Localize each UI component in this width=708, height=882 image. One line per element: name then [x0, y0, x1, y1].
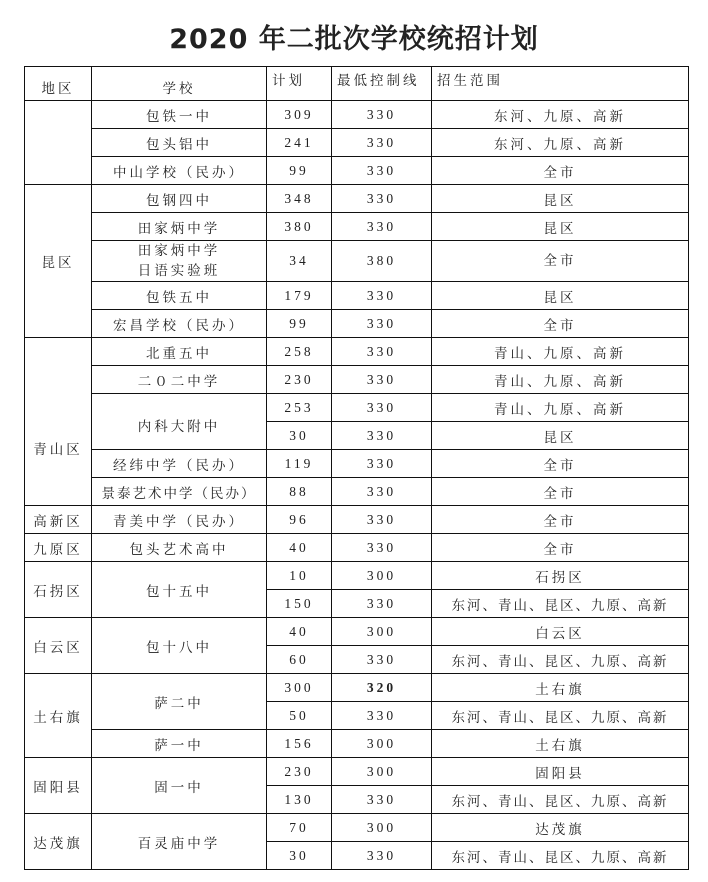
plan-cell: 348 — [267, 185, 332, 213]
min-score-cell: 330 — [332, 185, 432, 213]
table-row — [25, 506, 689, 534]
scope-cell: 昆区 — [432, 422, 689, 450]
scope-cell: 土右旗 — [432, 674, 689, 702]
min-score-cell: 330 — [332, 213, 432, 241]
scope-cell: 东河、青山、昆区、九原、高新 — [432, 702, 689, 730]
school-cell: 青美中学（民办） — [92, 506, 267, 534]
table-row — [25, 101, 689, 129]
plan-cell: 10 — [267, 562, 332, 590]
scope-cell: 东河、九原、高新 — [432, 129, 689, 157]
table-row — [25, 213, 689, 241]
min-score-cell: 330 — [332, 310, 432, 338]
min-score-cell: 320 — [332, 674, 432, 702]
table-row — [25, 157, 689, 185]
school-cell: 景泰艺术中学（民办） — [92, 478, 267, 506]
school-cell: 经纬中学（民办） — [92, 450, 267, 478]
min-score-cell: 330 — [332, 478, 432, 506]
school-cell — [92, 241, 267, 282]
table-row — [25, 185, 689, 213]
table-row — [25, 758, 689, 786]
scope-cell: 全市 — [432, 478, 689, 506]
table-header-row — [25, 67, 689, 101]
min-score-cell: 330 — [332, 338, 432, 366]
table-row — [25, 730, 689, 758]
plan-cell: 40 — [267, 618, 332, 646]
scope-cell: 东河、青山、昆区、九原、高新 — [432, 842, 689, 870]
school-cell: 内科大附中 — [92, 394, 267, 450]
table-row — [25, 129, 689, 157]
plan-cell: 230 — [267, 758, 332, 786]
region-cell-guyang: 固阳县 — [25, 758, 92, 814]
scope-cell: 青山、九原、高新 — [432, 394, 689, 422]
school-cell: 包头铝中 — [92, 129, 267, 157]
min-score-cell: 330 — [332, 702, 432, 730]
scope-cell: 昆区 — [432, 185, 689, 213]
min-score-cell: 330 — [332, 422, 432, 450]
region-cell-qingshan: 青山区 — [25, 338, 92, 506]
min-score-cell: 330 — [332, 101, 432, 129]
school-cell: 包铁一中 — [92, 101, 267, 129]
min-score-cell: 300 — [332, 618, 432, 646]
min-score-cell: 330 — [332, 842, 432, 870]
school-cell: 包铁五中 — [92, 282, 267, 310]
table-row — [25, 562, 689, 590]
min-score-cell: 300 — [332, 758, 432, 786]
plan-cell: 119 — [267, 450, 332, 478]
school-cell: 固一中 — [92, 758, 267, 814]
plan-cell: 258 — [267, 338, 332, 366]
region-cell-kunqu: 昆区 — [25, 185, 92, 338]
school-cell: 包头艺术高中 — [92, 534, 267, 562]
region-cell-tuyou: 土右旗 — [25, 674, 92, 758]
plan-cell: 179 — [267, 282, 332, 310]
scope-cell: 东河、青山、昆区、九原、高新 — [432, 590, 689, 618]
min-score-cell: 330 — [332, 282, 432, 310]
header-scope: 招生范围 — [432, 67, 689, 101]
scope-cell: 青山、九原、高新 — [432, 338, 689, 366]
plan-cell: 241 — [267, 129, 332, 157]
header-min-score: 最低控制线 — [332, 67, 432, 101]
page-title: 2020 年二批次学校统招计划 — [169, 24, 539, 55]
plan-cell: 88 — [267, 478, 332, 506]
scope-cell: 全市 — [432, 310, 689, 338]
plan-cell: 300 — [267, 674, 332, 702]
school-cell: 萨一中 — [92, 730, 267, 758]
scope-cell: 全市 — [432, 534, 689, 562]
min-score-cell: 380 — [332, 241, 432, 282]
enrollment-plan-table — [24, 66, 689, 870]
scope-cell: 固阳县 — [432, 758, 689, 786]
table-row — [25, 534, 689, 562]
scope-cell: 全市 — [432, 450, 689, 478]
plan-cell: 60 — [267, 646, 332, 674]
region-cell-baiyun: 白云区 — [25, 618, 92, 674]
plan-cell: 309 — [267, 101, 332, 129]
min-score-cell: 330 — [332, 157, 432, 185]
school-cell: 宏昌学校（民办） — [92, 310, 267, 338]
region-cell — [25, 101, 92, 185]
min-score-cell: 330 — [332, 646, 432, 674]
plan-cell: 156 — [267, 730, 332, 758]
table-row — [25, 394, 689, 422]
table-row — [25, 338, 689, 366]
plan-cell: 150 — [267, 590, 332, 618]
scope-cell: 全市 — [432, 241, 689, 282]
table-row — [25, 310, 689, 338]
plan-cell: 70 — [267, 814, 332, 842]
region-cell-gaoxin: 高新区 — [25, 506, 92, 534]
table-row — [25, 450, 689, 478]
scope-cell: 全市 — [432, 157, 689, 185]
min-score-cell: 330 — [332, 506, 432, 534]
region-cell-shiguai: 石拐区 — [25, 562, 92, 618]
min-score-cell: 330 — [332, 394, 432, 422]
min-score-cell: 300 — [332, 814, 432, 842]
plan-cell: 253 — [267, 394, 332, 422]
school-cell: 中山学校（民办） — [92, 157, 267, 185]
min-score-cell: 330 — [332, 366, 432, 394]
plan-cell: 99 — [267, 157, 332, 185]
header-school: 学校 — [92, 67, 267, 101]
min-score-cell: 300 — [332, 730, 432, 758]
min-score-cell: 330 — [332, 786, 432, 814]
school-cell: 北重五中 — [92, 338, 267, 366]
plan-cell: 96 — [267, 506, 332, 534]
scope-cell: 昆区 — [432, 213, 689, 241]
table-row — [25, 674, 689, 702]
school-cell: 田家炳中学 — [92, 213, 267, 241]
header-region: 地区 — [25, 67, 92, 101]
plan-cell: 130 — [267, 786, 332, 814]
scope-cell: 白云区 — [432, 618, 689, 646]
plan-cell: 30 — [267, 422, 332, 450]
plan-cell: 230 — [267, 366, 332, 394]
scope-cell: 东河、青山、昆区、九原、高新 — [432, 646, 689, 674]
scope-cell: 达茂旗 — [432, 814, 689, 842]
school-cell: 包钢四中 — [92, 185, 267, 213]
table-row — [25, 366, 689, 394]
min-score-cell: 330 — [332, 450, 432, 478]
plan-cell: 34 — [267, 241, 332, 282]
scope-cell: 东河、九原、高新 — [432, 101, 689, 129]
school-cell: 包十五中 — [92, 562, 267, 618]
plan-cell: 50 — [267, 702, 332, 730]
plan-cell: 40 — [267, 534, 332, 562]
plan-cell: 30 — [267, 842, 332, 870]
min-score-cell: 330 — [332, 590, 432, 618]
plan-cell: 99 — [267, 310, 332, 338]
school-name-line1: 田家炳中学 — [137, 243, 221, 259]
school-cell: 包十八中 — [92, 618, 267, 674]
school-cell: 百灵庙中学 — [92, 814, 267, 870]
school-cell: 二０二中学 — [92, 366, 267, 394]
region-cell-damao: 达茂旗 — [25, 814, 92, 870]
min-score-cell: 330 — [332, 534, 432, 562]
table-row — [25, 241, 689, 282]
school-name-line2: 日语实验班 — [137, 263, 221, 279]
table-row — [25, 814, 689, 842]
scope-cell: 全市 — [432, 506, 689, 534]
table-row — [25, 282, 689, 310]
header-plan: 计划 — [267, 67, 332, 101]
scope-cell: 东河、青山、昆区、九原、高新 — [432, 786, 689, 814]
min-score-cell: 330 — [332, 129, 432, 157]
plan-cell: 380 — [267, 213, 332, 241]
min-score-cell: 300 — [332, 562, 432, 590]
scope-cell: 石拐区 — [432, 562, 689, 590]
school-cell: 萨二中 — [92, 674, 267, 730]
scope-cell: 青山、九原、高新 — [432, 366, 689, 394]
region-cell-jiuyuan: 九原区 — [25, 534, 92, 562]
scope-cell: 土右旗 — [432, 730, 689, 758]
scope-cell: 昆区 — [432, 282, 689, 310]
table-row — [25, 618, 689, 646]
table-row — [25, 478, 689, 506]
